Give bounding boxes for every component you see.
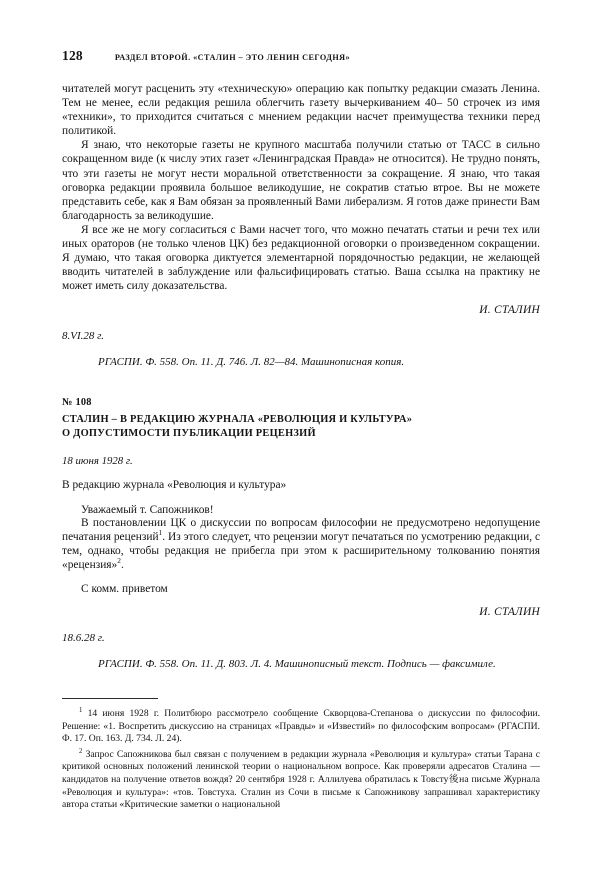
document-title <box>62 413 492 440</box>
body-text-post: . Из этого следует, что рецензии могут печататься по усмотрению редакции, с тем, однако, чтобы редакция не прибегла при этом к расширительному толкованию понятия «рецензия» <box>62 530 541 571</box>
running-head <box>62 48 540 64</box>
footnote-item <box>62 749 540 812</box>
page-number: 128 <box>62 48 83 63</box>
page-content <box>62 48 540 815</box>
salutation: Уважаемый т. Сапожников! <box>81 503 214 516</box>
footnote-text: Запрос Сапожникова был связан с получением в редакции журнала «Революция и культура» статьи Тарана с критикой основных положений ленинской теории о национальном вопросе. Как проверяли адресатов Сталина — кандидатов на получение ответов вождя? 20 сентября 1928 г. Аллилуева обратилась к Товсту後на письме Журнала «Революция и культура»: «тов. Товстуха. Сталин из Сочи в письме к Сапожникову запрашивал характеристику автора статьи «Критические заметки о национальной <box>62 748 541 811</box>
paragraph <box>62 516 540 572</box>
archive-reference: РГАСПИ. Ф. 558. Оп. 11. Д. 803. Л. 4. Машинописный текст. Подпись — факсимиле. <box>98 657 496 670</box>
document-heading <box>62 397 540 671</box>
addressee: В редакцию журнала «Революция и культура» <box>62 478 287 491</box>
closing-line: С комм. приветом <box>81 582 168 595</box>
date-stamp: 8.VI.28 г. <box>62 330 105 343</box>
signature: И. СТАЛИН <box>479 605 540 618</box>
footnotes <box>62 708 540 812</box>
paragraph: Я знаю, что некоторые газеты не крупного масштаба получили статью от ТАСС в сильно сокращенном виде (к числу этих газет «Ленинградская Правда» не относится). Не трудно понять, что эти газеты не могут нести моральной ответственности за сокращение. Я знаю, что такая оговорка редакции проявила большое великодушие, не сократив статью втрое. Вы не можете представить себе, как я Вам обязан за проявленный Вами либерализм. Я готов даже принести Вам благодарность за великодушие. <box>62 139 540 222</box>
body-text-end: . <box>120 558 124 571</box>
paragraph: читателей могут расценить эту «техническую» операцию как попытку редакции смазать Ленина. Тем не менее, если редакция решила облегчить газету вычеркиванием 40– 50 строчек из имя «техники», то приходится считаться с мнением редакции насчет преимущества техники перед политикой. <box>62 83 540 138</box>
footnote-text: 14 июня 1928 г. Политбюро рассмотрело сообщение Скворцова-Степанова о дискуссии по философии. Решение: «1. Воспретить дискуссию на страницах «Правды» и «Известий» по философским вопросам» (РГАСПИ. Ф. 17. Оп. 163. Д. 734. Л. 24). <box>62 707 540 745</box>
footnote-item <box>62 708 540 746</box>
document-number: № 108 <box>62 397 92 409</box>
running-head-title: РАЗДЕЛ ВТОРОЙ. «СТАЛИН – ЭТО ЛЕНИН СЕГОДНЯ» <box>114 53 351 62</box>
document-body <box>62 516 540 572</box>
document-title-line1: СТАЛИН – В РЕДАКЦИЮ ЖУРНАЛА «РЕВОЛЮЦИЯ И КУЛЬТУРА» <box>62 414 413 426</box>
paragraph: Я все же не могу согласиться с Вами насчет того, что можно печатать статьи и речи тех или иных ораторов (не только членов ЦК) без редакционной оговорки о произведенном сокращении. Я думаю, что такая оговорка диктуется элементарной порядочностью редакции, не желающей вводить читателей в заблуждение или фальсифицировать статью. Ваша ссылка на практику не может иметь силу доказательства. <box>62 223 540 293</box>
footnote-ref-1[interactable]: 1 <box>158 527 163 537</box>
document-title-line2: О ДОПУСТИМОСТИ ПУБЛИКАЦИИ РЕЦЕНЗИЙ <box>62 428 316 439</box>
footnote-ref-2[interactable]: 2 <box>117 556 121 566</box>
footnote-separator <box>62 698 158 699</box>
footnote-mark: 1 <box>79 706 83 714</box>
footnote-mark: 2 <box>79 747 83 755</box>
body-text-pre: В постановлении ЦК о дискуссии по вопросам философии не предусмотрено недопущение печатания рецензий <box>62 516 540 543</box>
letter-continuation <box>62 82 540 369</box>
archive-reference: РГАСПИ. Ф. 558. Оп. 11. Д. 746. Л. 82—84. Машинописная копия. <box>98 356 405 369</box>
document-date: 18 июня 1928 г. <box>62 454 133 467</box>
date-stamp: 18.6.28 г. <box>62 631 105 644</box>
signature: И. СТАЛИН <box>479 304 540 317</box>
